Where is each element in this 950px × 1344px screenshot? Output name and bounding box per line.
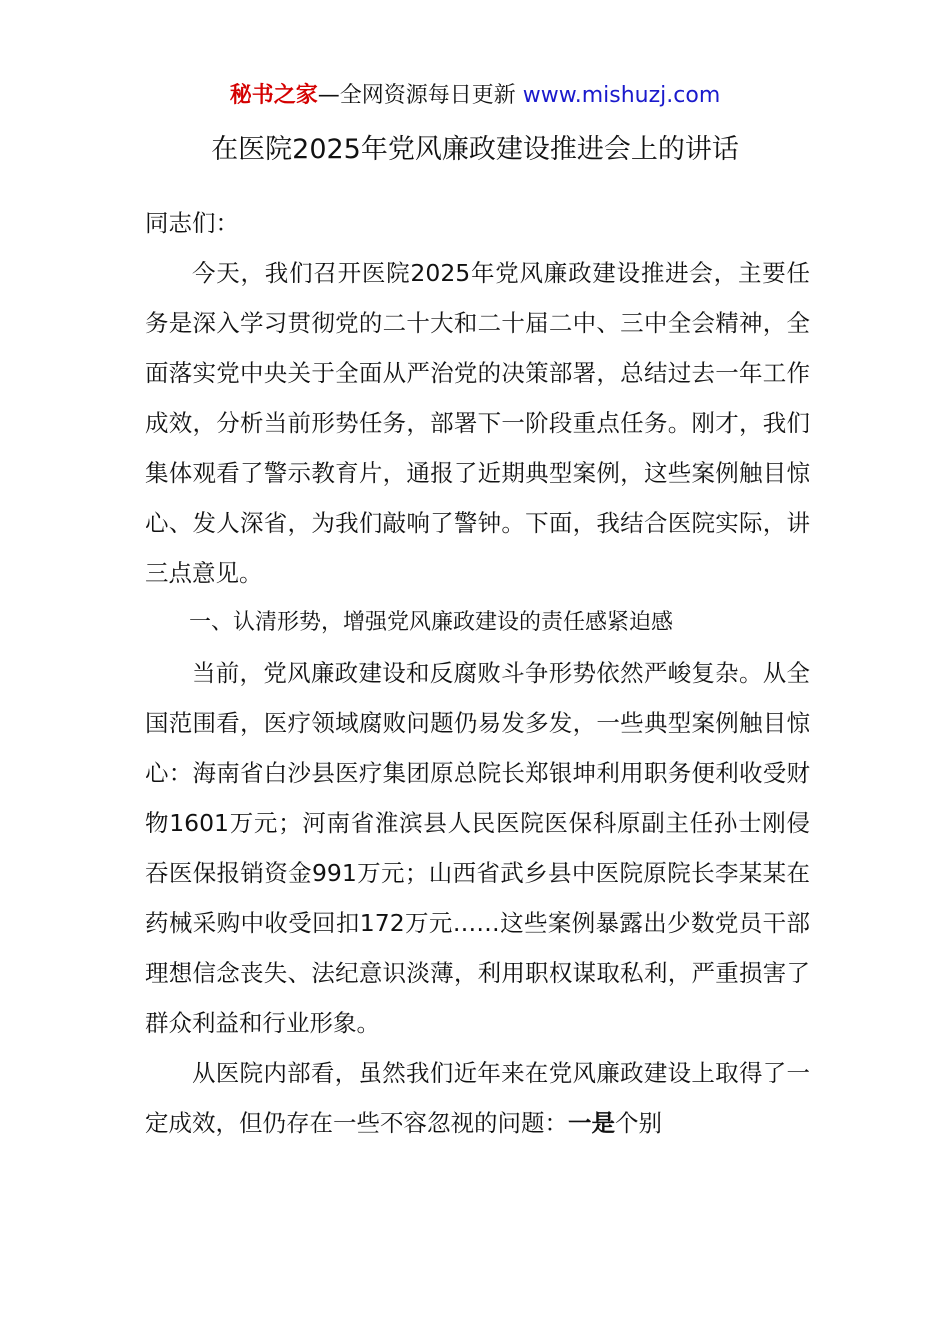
section-heading-1: 一、认清形势，增强党风廉政建设的责任感紧迫感 bbox=[189, 610, 674, 635]
document-title: 在医院2025年党风廉政建设推进会上的讲话 bbox=[211, 134, 739, 165]
paragraph-internal-emphasis: 一是 bbox=[568, 1109, 615, 1137]
banner-tagline: —全网资源每日更新 bbox=[317, 83, 523, 108]
salutation: 同志们： bbox=[145, 209, 239, 237]
paragraph-internal-tail: 个别 bbox=[615, 1109, 662, 1137]
site-url: www.mishuzj.com bbox=[522, 83, 721, 108]
paragraph-situation: 当前，党风廉政建设和反腐败斗争形势依然严峻复杂。从全国范围看，医疗领域腐败问题仍易发多发，一些典型案例触目惊心：海南省白沙县医疗集团原总院长郑银坤利用职务便利收受财物1601万元；河南省淮滨县人民医院医保科原副主任孙士刚侵吞医保报销资金991万元；山西省武乡县中医院原院长李某某在药械采购中收受回扣172万元……这些案例暴露出少数党员干部理想信念丧失、法纪意识淡薄，利用职权谋取私利，严重损害了群众利益和行业形象。 bbox=[145, 659, 810, 1037]
brand-name: 秘书之家 bbox=[229, 83, 318, 108]
paragraph-intro: 今天，我们召开医院2025年党风廉政建设推进会，主要任务是深入学习贯彻党的二十大和二十届二中、三中全会精神，全面落实党中央关于全面从严治党的决策部署，总结过去一年工作成效，分析当前形势任务，部署下一阶段重点任务。刚才，我们集体观看了警示教育片，通报了近期典型案例，这些案例触目惊心、发人深省，为我们敲响了警钟。下面，我结合医院实际，讲三点意见。 bbox=[145, 259, 810, 587]
document-body bbox=[145, 198, 810, 1148]
paragraph-internal-text: 从医院内部看，虽然我们近年来在党风廉政建设上取得了一定成效，但仍存在一些不容忽视的问题： bbox=[145, 1059, 810, 1137]
paragraph-internal bbox=[145, 1048, 810, 1148]
site-banner bbox=[0, 80, 950, 112]
